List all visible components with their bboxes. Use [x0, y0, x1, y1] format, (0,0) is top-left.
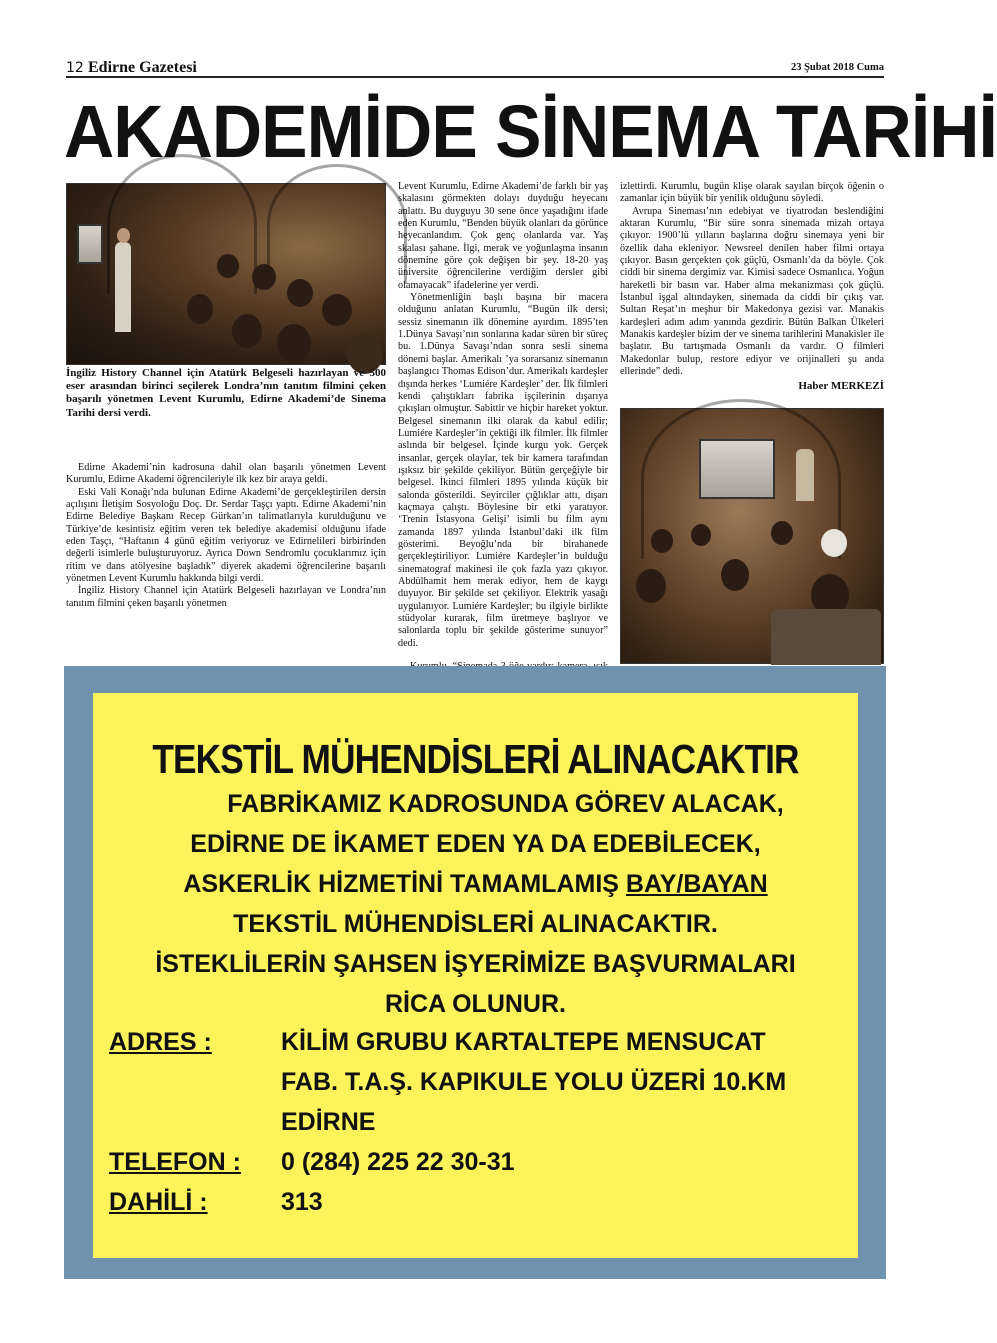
photo-audience: [322, 294, 352, 326]
newspaper-name: Edirne Gazetesi: [88, 59, 197, 76]
byline: Haber MERKEZİ: [798, 379, 884, 392]
ad-line: RİCA OLUNUR.: [384, 990, 566, 1018]
paragraph: Yönetmenliğin başlı başına bir macera olduğunu anlatan Kurumlu, “Bugün ilk dersi; sessiz sinemanın ilk dönemine ayırdım. 1895’ten 1.Dünya Savaşı’nın sonlarına kadar süren bir süreç bu. 1.Dünya Savaşı’ndan sonra sesli sinema dönemi başlar. Amerikalı ’ya sorarsanız sinemanın başlangıcı Thomas Edison’dur. Amerikalı kardeşler dışında herkes ‘Lumiére Kardeşler’ der. İlk filmleri kendi çalıştıkları fabrika işçilerinin dışarıya çıkışları olmuştur. Sabittir ve hiçbir hareket yoktur. Belgesel sinemanın ilki olarak da kabul edilir; Lumiére Kardeşler’in çektiği ilk filmler. İlk filmler aslında bir belgesel. İçinde kurgu yok. Gerçek insanlar, gerçek olaylar, tek bir kamera tarafından ışıksız bir şekilde çekiliyor. Bütün gerçeğiyle bir belgesel. İkinci filmleri 1895 yılında küçük bir salonda gösterildi. Seyirciler çığlıklar attı, dışarı kaçmaya çalıştı. Böylesine bir etki yaratıyor. ‘Trenin İstasyona Gelişi’ isimli bu film aynı zamanda 1897 yılında İstanbul’daki ilk film gösterimi. Beyoğlu’nda bir birahanede gerçekleştiriliyor. Lumiére Kardeşler’in bulduğu sinematograf makinesi ile çok fazla yazı çıkıyor. Abdülhamit hem merak ediyor, hem de kaygı duyuyor. Bir şekilde set çekiliyor. Elektrik yasağı uygulanıyor. Lumiére Kardeşler; bu ilgiyle birlikte stüdyolar kurarak, film üretmeye başlıyor ve salonlarda toplu bir şekilde gösterime sunuyor” dedi.: [398, 292, 608, 649]
article-column-2: [398, 181, 608, 698]
address-value: KİLİM GRUBU KARTALTEPE MENSUCAT: [281, 1028, 766, 1056]
ad-line: İSTEKLİLERİN ŞAHSEN İŞYERİMİZE BAŞVURMALARI: [155, 950, 796, 978]
paragraph: Avrupa Sineması’nın edebiyat ve tiyatrodan beslendiğini aktaran Kurumlu, “Bir süre sonra sinemada mizah ortaya çıkıyor. 1900’lü yılların başlarına doğru sinemaya yeni bir özellik daha ekleniyor. Newsreel denilen haber filmi ortaya çıkıyor. Basın gerçekten çok güçlü, Osmanlı’da da böyle. Çok ciddi bir sinema dergimiz var. Kimisi sadece Osmanlıca. Yoğun hareketli bir basın var. Haber alma mekanizması çok güçlü. İstanbul işgal altındayken, sinemada da ciddi bir çıkış var. Sultan Reşat’ın meşhur bir Makedonya gezisi var. Manakis kardeşleri adım adım yanında gezdirir. Bütün Balkan Ülkeleri Manakis kardeşler bizim der ve sinema tarihlerini Manakisler ile başlatır. Bu tartışmada Osmanlı da vardır. O filmleri Makedonlar bulup, restore ediyor ve orijinalleri şu anda ellerinde” dedi.: [620, 205, 884, 378]
photo-flipchart: [77, 224, 103, 264]
ad-title: TEKSTİL MÜHENDİSLERİ ALINACAKTIR: [152, 736, 799, 782]
photo-audience: [636, 569, 666, 603]
ad-line: [93, 868, 858, 900]
address-label: ADRES :: [109, 1028, 212, 1056]
extension-value: 313: [281, 1188, 323, 1216]
photo-audience: [217, 254, 239, 278]
photo-audience: [771, 521, 793, 545]
issue-date: 23 Şubat 2018 Cuma: [790, 62, 884, 73]
paragraph: Eski Vali Konağı’nda bulunan Edirne Akademi’de gerçekleştirilen dersin açılışını İletişim Sosyoloğu Doç. Dr. Serdar Taşçı yaptı. Edirne Akademi’nin Edirne Belediye Başkanı Recep Gürkan’ın talimatlarıyla kurulduğunu ve Türkiye’de kesintisiz eğitim veren tek belediye akademisi olduğunu ifade eden Taşçı, “Haftanın 4 günü eğitim veriyoruz ve Edirnelileri birbirinden değerli isimlerle buluşturuyoruz. Ayrıca Down Sendromlu çocuklarımız için ritim ve dans atölyesine başladık” diyerek akademi öğrencilerine başarılı yönetmen Levent Kurumlu hakkında bilgi verdi.: [66, 486, 386, 585]
page-header: [66, 60, 884, 78]
photo-arch: [267, 164, 407, 284]
photo-audience: [821, 529, 847, 557]
ad-line: TEKSTİL MÜHENDİSLERİ ALINACAKTIR.: [233, 910, 718, 938]
ad-gender-text: BAY/BAYAN: [625, 870, 768, 898]
article-headline: AKADEMİDE SİNEMA TARİHİ: [64, 90, 997, 173]
paragraph: İngiliz History Channel için Atatürk Belgeseli hazırlayan ve Londra’nın tanıtım filmini çeken başarılı yönetmen: [66, 585, 386, 609]
page-number: 12: [66, 60, 84, 76]
job-advertisement: [64, 666, 886, 1279]
paragraph: Levent Kurumlu, Edirne Akademi’de farklı bir yaş skalasını görmekten dolayı duyduğu heyecanı anlattı. Bu duyguyu 30 sene önce yaşadığını ifade eden Kurumlu, “Benden büyük olanları da görünce heyecanlandım. Çok genç olanlarda var. Yaş skalası şahane. İlgi, merak ve yoğunlaşma insanın dönemine göre çok değişen bir şey. 18-20 yaş üniversite öğrencilerine verdiğim dersler gibi olamayacak” ifadelerine yer verdi.: [398, 181, 608, 291]
paragraph: Edirne Akademi’nin kadrosuna dahil olan başarılı yönetmen Levent Kurumlu, Edirne Akademi öğrencileriyle ilk kez bir araya geldi.: [66, 462, 386, 486]
phone-value: 0 (284) 225 22 30-31: [281, 1148, 515, 1176]
ad-line-text: ASKERLİK HİZMETİNİ TAMAMLAMIŞ: [183, 870, 626, 898]
screening-photo: [620, 408, 884, 664]
address-value: FAB. T.A.Ş. KAPIKULE YOLU ÜZERİ 10.KM: [281, 1068, 787, 1096]
address-value: EDİRNE: [281, 1108, 376, 1136]
photo-audience: [187, 294, 213, 324]
photo-projection-screen: [699, 439, 775, 499]
lecture-photo: [66, 183, 386, 365]
photo-audience: [721, 559, 749, 591]
photo-audience: [651, 529, 673, 553]
article-column-3: [620, 181, 884, 392]
photo-caption: İngiliz History Channel için Atatürk Belgeseli hazırlayan ve 500 eser arasından birinci seçilerek Londra’nın tanıtım filmini çeken başarılı yönetmen Levent Kurumlu, Edirne Akademi’de Sinema Tarihi dersi verdi.: [66, 367, 386, 419]
photo-speaker-head: [117, 228, 130, 243]
ad-line: EDİRNE DE İKAMET EDEN YA DA EDEBİLECEK,: [190, 830, 761, 858]
phone-label: TELEFON :: [109, 1148, 241, 1176]
photo-speaker: [115, 242, 131, 332]
paragraph: izlettirdi. Kurumlu, bugün klişe olarak sayılan birçok öğenin o zamanlar için büyük bir yenilik olduğunu söyledi.: [620, 181, 884, 205]
photo-audience: [232, 314, 262, 348]
photo-audience: [277, 324, 311, 362]
article-column-1: [66, 462, 386, 610]
ad-line: FABRİKAMIZ KADROSUNDA GÖREV ALACAK,: [227, 790, 784, 818]
advertisement-panel: [93, 693, 858, 1258]
photo-audience: [691, 524, 711, 546]
photo-audience: [252, 264, 276, 290]
photo-audience: [287, 279, 313, 307]
photo-banner: [796, 449, 814, 501]
photo-audience-coat: [771, 609, 881, 665]
extension-label: DAHİLİ :: [109, 1188, 208, 1216]
